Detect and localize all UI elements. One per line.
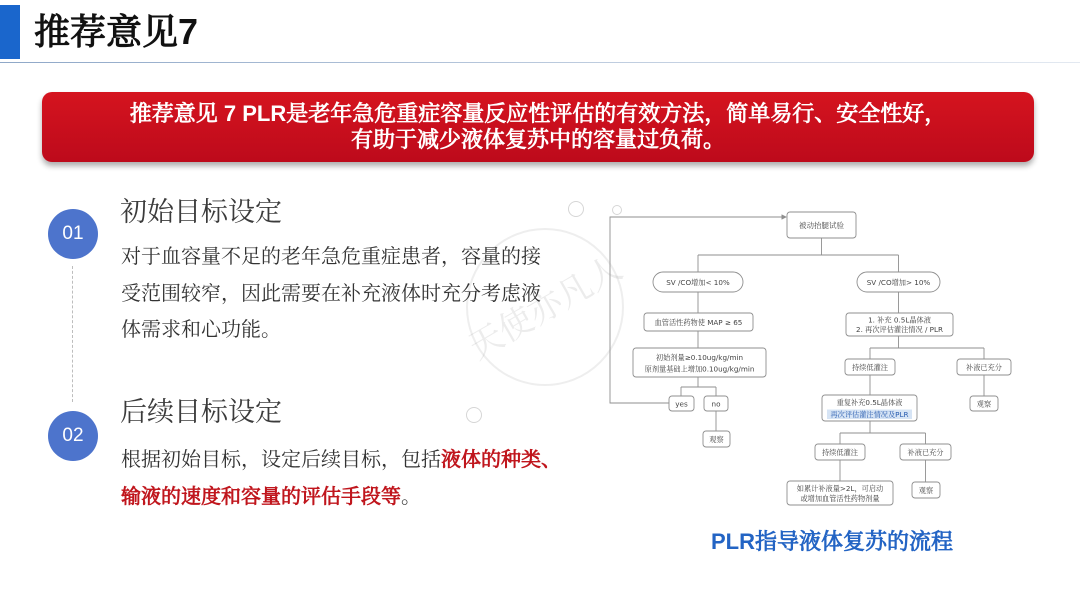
banner-line-1: 推荐意见 7 PLR是老年急危重症容量反应性评估的有效方法，简单易行、安全性好， xyxy=(129,101,947,126)
node-observe-left-label: 观察 xyxy=(709,435,724,444)
node-repeat-bolus-label-2: 再次评估灌注情况及PLR xyxy=(830,410,909,419)
node-observe-right-label: 观察 xyxy=(976,399,992,409)
paragraph-line: 体需求和心功能。 xyxy=(121,319,281,341)
section-heading: 初始目标设定 xyxy=(120,197,282,227)
recommendation-banner xyxy=(42,92,1034,162)
node-sv-high-label: SV /CO增加> 10% xyxy=(866,278,931,287)
section-heading: 后续目标设定 xyxy=(120,397,282,427)
watermark-text: 天使亦凡人 xyxy=(461,248,630,368)
plr-flowchart xyxy=(600,200,1020,520)
node-no-label: no xyxy=(711,399,721,409)
node-hypoperfusion-label: 持续低灌注 xyxy=(852,363,888,372)
node-fluid-bolus-label-2: 2. 再次评估灌注情况 / PLR xyxy=(856,325,943,334)
paragraph-line xyxy=(121,442,561,479)
decorative-ring xyxy=(466,407,482,423)
node-hypoperfusion-2-label: 持续低灌注 xyxy=(822,448,858,457)
section-paragraph xyxy=(121,239,541,349)
section-number-badge: 01 xyxy=(48,209,98,259)
node-yes-label: yes xyxy=(675,399,688,409)
section-number-badge: 02 xyxy=(48,411,98,461)
section-connector-dashed xyxy=(72,266,73,402)
node-escalate-label-1: 如累计补液量>2L，可启动 xyxy=(796,484,884,493)
node-adequate-label: 补液已充分 xyxy=(966,363,1002,372)
flow-connector xyxy=(840,421,926,444)
paragraph-line: 对于血容量不足的老年急危重症患者，容量的接 xyxy=(121,246,541,268)
node-vasopressor-label: 血管活性药物使 MAP ≥ 65 xyxy=(654,318,743,327)
paragraph-line: 受范围较窄，因此需要在补充液体时充分考虑液 xyxy=(121,282,541,305)
slide-title: 推荐意见7 xyxy=(34,11,199,52)
title-divider xyxy=(0,62,1080,63)
node-fluid-bolus-label-1: 1. 补充 0.5L晶体液 xyxy=(868,315,931,325)
node-observe-right-2-label: 观察 xyxy=(918,486,934,495)
node-adequate-2-label: 补液已充分 xyxy=(907,448,944,457)
node-escalate-label-2: 或增加血管活性药物剂量 xyxy=(800,494,880,503)
node-plr-test-label: 被动抬腿试验 xyxy=(799,221,844,230)
paragraph-text: 根据初始目标，设定后续目标，包括 xyxy=(121,449,441,471)
flow-connector xyxy=(870,336,984,359)
node-dose-label-2: 原剂量基础上增加0.10ug/kg/min xyxy=(644,364,755,374)
flow-connector xyxy=(681,377,716,396)
banner-line-2: 有助于减少液体复苏中的容量过负荷。 xyxy=(350,127,725,152)
emphasis-text: 输液的速度和容量的评估手段等 xyxy=(121,485,401,508)
node-repeat-bolus-label-1: 重复补充0.5L晶体液 xyxy=(836,398,903,407)
title-accent-bar xyxy=(0,5,20,59)
section-paragraph xyxy=(121,442,561,515)
paragraph-line xyxy=(121,479,561,516)
emphasis-text: 液体的种类、 xyxy=(441,449,561,471)
node-dose-label-1: 初始剂量≥0.10ug/kg/min xyxy=(655,353,744,362)
node-sv-low-label: SV /CO增加< 10% xyxy=(666,278,730,287)
decorative-ring xyxy=(568,201,584,217)
paragraph-text: 。 xyxy=(401,485,421,508)
flowchart-caption: PLR指导液体复苏的流程 xyxy=(711,529,954,554)
